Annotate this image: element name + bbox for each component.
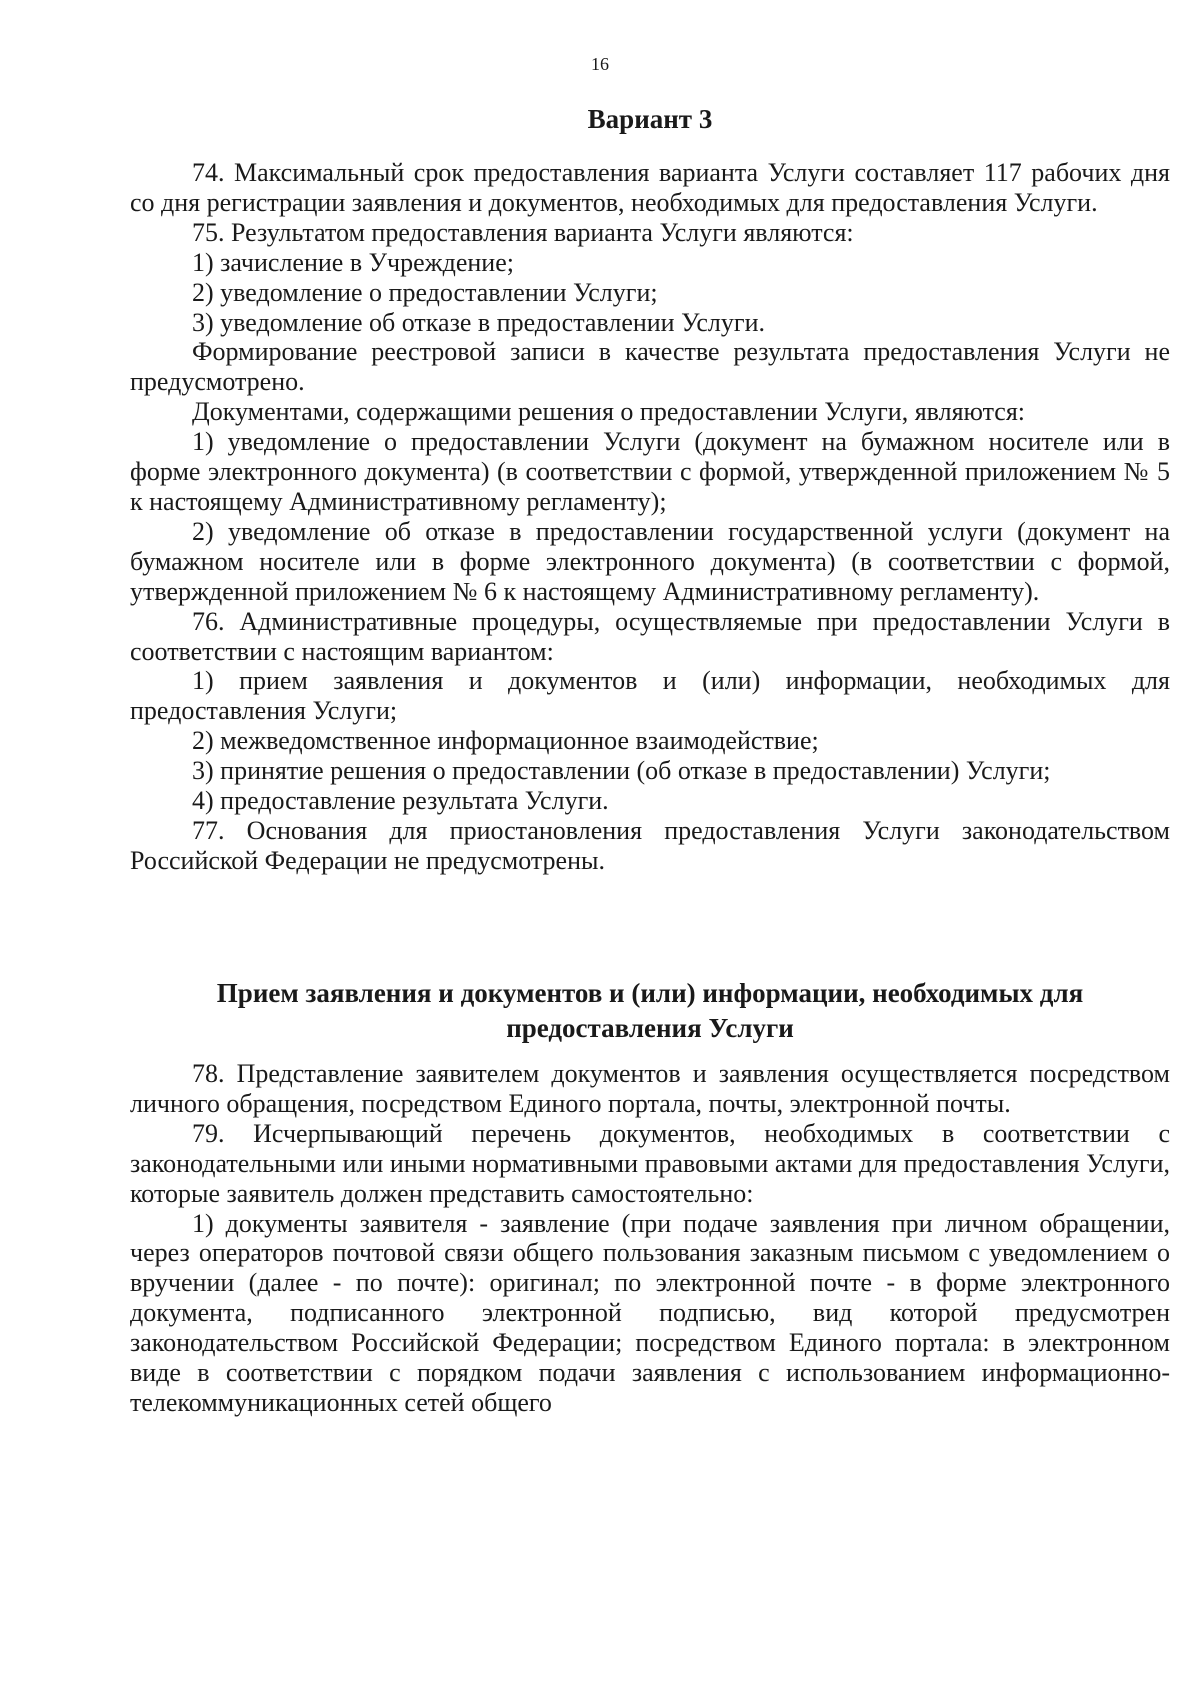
list-item: 4) предоставление результата Услуги. bbox=[192, 786, 609, 816]
paragraph: 77. Основания для приостановления предоставления Услуги законодательством Российской Федерации не предусмотрены. bbox=[130, 815, 1170, 875]
list-item: 2) межведомственное информационное взаимодействие; bbox=[192, 726, 819, 756]
paragraph: Формирование реестровой записи в качестве результата предоставления Услуги не предусмотрено. bbox=[130, 337, 1170, 397]
variant-heading: Вариант 3 bbox=[587, 104, 713, 134]
list-item: 2) уведомление о предоставлении Услуги; bbox=[192, 277, 658, 307]
body-text-block-2 bbox=[130, 1059, 1170, 1418]
list-item: 1) документы заявителя - заявление (при подаче заявления при личном обращении, через операторов почтовой связи общего пользования заказным письмом с уведомлением о вручении (далее - по почте): оригинал; по электронной почте - в форме электронного документа, подписанного электронной подписью, вид которой предусмотрен законодательством Российской Федерации; посредством Единого портала: в электронном виде в соответствии с порядком подачи заявления с использованием информационно-телекоммуникационных сетей общего bbox=[130, 1208, 1170, 1417]
paragraph: 79. Исчерпывающий перечень документов, необходимых в соответствии с законодательными или иными нормативными правовыми актами для предоставления Услуги, которые заявитель должен представить самостоятельно: bbox=[130, 1118, 1170, 1208]
paragraph: Документами, содержащими решения о предоставлении Услуги, являются: bbox=[192, 397, 1026, 427]
paragraph: 75. Результатом предоставления варианта Услуги являются: bbox=[192, 217, 854, 247]
list-item: 1) уведомление о предоставлении Услуги (документ на бумажном носителе или в форме электронного документа) (в соответствии с формой, утвержденной приложением № 5 к настоящему Административному регламенту); bbox=[130, 427, 1170, 516]
list-item: 3) уведомление об отказе в предоставлении Услуги. bbox=[192, 307, 765, 337]
list-item: 3) принятие решения о предоставлении (об отказе в предоставлении) Услуги; bbox=[192, 756, 1051, 786]
section-heading bbox=[130, 976, 1170, 1046]
page-number: 16 bbox=[591, 54, 609, 74]
list-item: 2) уведомление об отказе в предоставлении государственной услуги (документ на бумажном носителе или в форме электронного документа) (в соответствии с формой, утвержденной приложением № 6 к настоящему Административному регламенту). bbox=[130, 516, 1170, 606]
list-item: 1) зачисление в Учреждение; bbox=[192, 247, 514, 277]
list-item: 1) прием заявления и документов и (или) информации, необходимых для предоставления Услуги; bbox=[130, 666, 1170, 726]
body-text-block-1 bbox=[130, 158, 1170, 876]
section-heading-line-1: Прием заявления и документов и (или) информации, необходимых для bbox=[216, 978, 1084, 1008]
section-heading-line-2: предоставления Услуги bbox=[506, 1013, 794, 1043]
paragraph: 74. Максимальный срок предоставления варианта Услуги составляет 117 рабочих дня со дня регистрации заявления и документов, необходимых для предоставления Услуги. bbox=[130, 158, 1170, 217]
paragraph: 76. Административные процедуры, осуществляемые при предоставлении Услуги в соответствии с настоящим вариантом: bbox=[130, 606, 1170, 666]
paragraph: 78. Представление заявителем документов и заявления осуществляется посредством личного обращения, посредством Единого портала, почты, электронной почты. bbox=[130, 1059, 1170, 1118]
